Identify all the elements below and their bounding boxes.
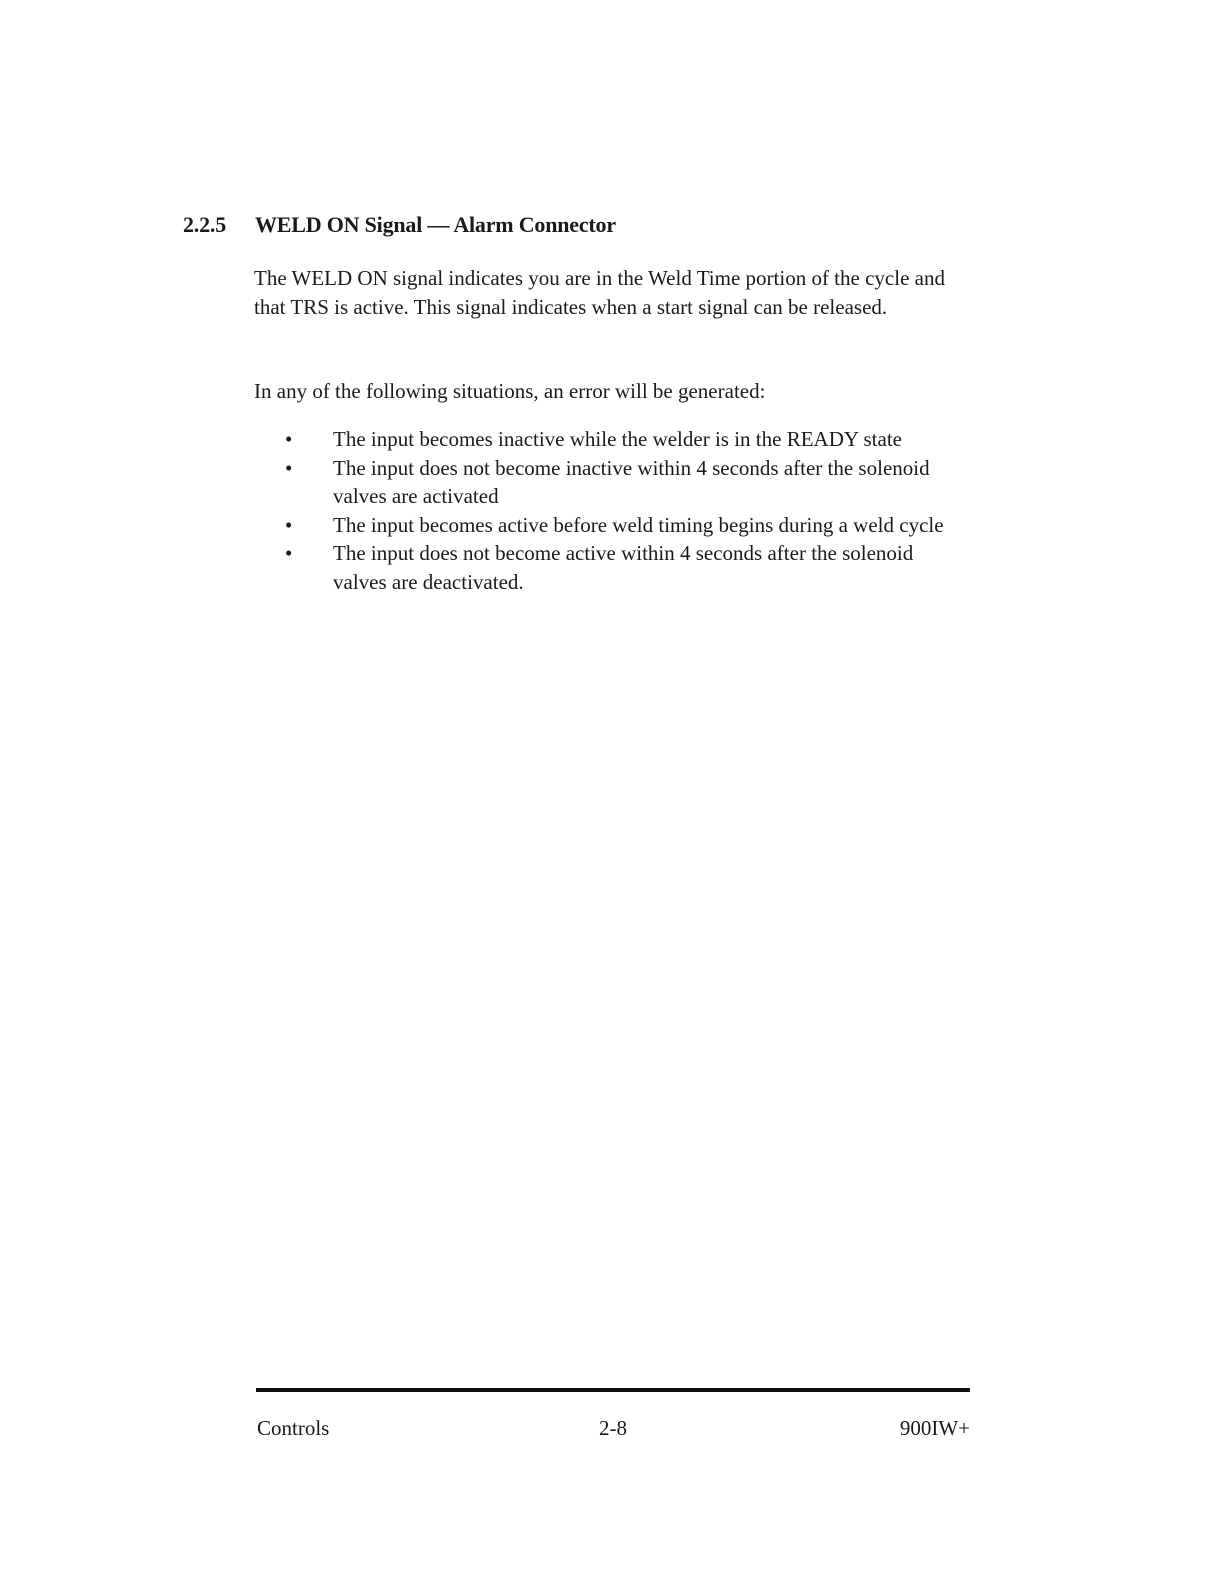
bullet-icon: •	[285, 541, 293, 565]
section-heading	[183, 212, 616, 238]
error-conditions-list	[254, 425, 954, 596]
list-item-text: The input becomes inactive while the welder is in the READY state	[333, 427, 902, 451]
intro-paragraph: The WELD ON signal indicates you are in the Weld Time portion of the cycle and that TRS is active. This signal indicates when a start signal can be released.	[254, 266, 945, 319]
footer-divider	[256, 1388, 970, 1392]
bullet-icon: •	[285, 512, 293, 537]
footer-chapter: Controls	[257, 1416, 330, 1440]
list-item-text: The input does not become active within 4 seconds after the solenoid valves are deactivated.	[333, 541, 914, 594]
bullet-icon: •	[285, 455, 293, 480]
section-number: 2.2.5	[183, 212, 227, 237]
page-number: 2-8	[599, 1416, 627, 1440]
list-item	[254, 539, 954, 596]
footer-product: 900IW+	[899, 1416, 970, 1440]
error-conditions-intro: In any of the following situations, an error will be generated:	[254, 379, 766, 403]
list-item	[254, 425, 954, 454]
section-title: WELD ON Signal — Alarm Connector	[255, 212, 616, 237]
bullet-icon: •	[285, 427, 293, 451]
list-item	[254, 511, 954, 540]
list-item	[254, 454, 954, 511]
list-item-text: The input does not become inactive within 4 seconds after the solenoid valves are activated	[333, 455, 930, 508]
list-item-text: The input becomes active before weld timing begins during a weld cycle	[333, 512, 944, 537]
